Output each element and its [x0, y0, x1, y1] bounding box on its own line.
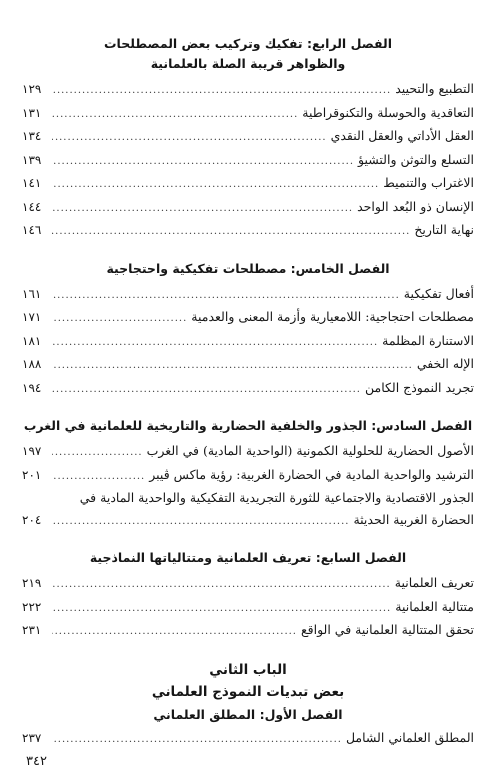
entry-page: ١٣٤: [22, 129, 42, 143]
dot-leader: [52, 442, 143, 464]
dot-leader: [52, 127, 327, 149]
entry-title: نهاية التاريخ: [414, 222, 474, 237]
part-subtitle: بعض تبديات النموذج العلماني: [151, 683, 345, 700]
toc-entry[interactable]: [22, 219, 474, 243]
chapter-5: [22, 259, 474, 401]
toc-entry[interactable]: [22, 596, 474, 620]
entry-title: تعريف العلمانية: [394, 575, 474, 590]
entry-title: المطلق العلماني الشامل: [345, 729, 474, 745]
chapter-heading: [22, 34, 474, 74]
toc-entry[interactable]: [22, 487, 474, 532]
entry-page: ٢٠١: [22, 467, 42, 482]
entry-page: ٢٠٤: [22, 512, 42, 527]
toc-entry[interactable]: [22, 125, 474, 149]
entry-page: ٢٢٢: [22, 599, 42, 614]
dot-leader: [52, 174, 379, 196]
dot-leader: [52, 285, 400, 307]
toc-entry[interactable]: [22, 727, 474, 751]
dot-leader: [52, 151, 354, 173]
entry-title-line-2-row: [22, 509, 474, 533]
entry-title: متتالية العلمانية: [395, 598, 474, 614]
dot-leader: [52, 104, 298, 126]
toc-entry[interactable]: [22, 102, 474, 126]
entry-title: الاستنارة المظلمة: [382, 332, 474, 348]
page-number: ٣٤٢: [26, 754, 47, 769]
entry-page: ١٧١: [22, 310, 42, 324]
toc-entry[interactable]: [22, 572, 474, 596]
dot-leader: [52, 332, 378, 354]
chapter-title: الفصل السابع: تعريف العلمانية ومتتالياتها النماذجية: [89, 550, 407, 565]
dot-leader: [52, 598, 391, 620]
entry-page: ١٨١: [22, 333, 42, 348]
toc-entry[interactable]: [22, 283, 474, 307]
toc-entry[interactable]: [22, 196, 474, 220]
dot-leader: [52, 466, 145, 488]
entry-page: ١٨٨: [22, 357, 42, 371]
entry-page: ١٩٤: [22, 380, 42, 395]
dot-leader: [52, 729, 342, 751]
entry-title: التعاقدية والحوسلة والتكنوقراطية: [302, 104, 474, 120]
chapter-heading: [22, 259, 474, 279]
entry-title: تجريد النموذج الكامن: [364, 379, 474, 395]
toc-entry[interactable]: [22, 440, 474, 464]
chapter-7: [22, 548, 474, 643]
entry-title: التطبيع والتحييد: [395, 81, 474, 96]
dot-leader: [52, 511, 349, 533]
part-chapter-title: الفصل الأول: المطلق العلماني: [153, 706, 343, 722]
dot-leader: [52, 80, 391, 102]
dot-leader: [52, 621, 297, 643]
entry-page: ١٣٩: [22, 152, 42, 167]
toc-entry[interactable]: [22, 306, 474, 330]
entry-title-line-1: الجذور الاقتصادية والاجتماعية للثورة التجريدية التفكيكية والواحدية المادية في: [79, 490, 474, 505]
entry-title-line-2: الحضارة الغربية الحديثة: [353, 511, 474, 527]
entry-title: الترشيد والواحدية المادية في الحضارة الغربية: رؤية ماكس ڤيبر: [149, 466, 474, 482]
chapter-subtitle: والظواهر قريبة الصلة بالعلمانية: [150, 56, 346, 71]
chapter-heading: [22, 416, 474, 436]
dot-leader: [52, 198, 353, 220]
part-heading: [22, 659, 474, 727]
toc-entry[interactable]: [22, 464, 474, 488]
entry-page: ١٩٧: [22, 444, 42, 458]
toc-entry[interactable]: [22, 377, 474, 401]
part-title: الباب الثاني: [209, 661, 287, 678]
entry-title: أفعال تفكيكية: [403, 285, 474, 301]
toc-entry[interactable]: [22, 149, 474, 173]
entry-title: تحقق المتتالية العلمانية في الواقع: [300, 622, 474, 637]
entry-page: ١٤٤: [22, 199, 42, 214]
chapter-title: الفصل السادس: الجذور والخلفية الحضارية والتاريخية للعلمانية في الغرب: [23, 418, 473, 433]
toc-entry[interactable]: [22, 330, 474, 354]
entry-page: ١٤٦: [22, 223, 42, 237]
toc-entry[interactable]: [22, 619, 474, 643]
entry-page: ١٤١: [22, 176, 42, 190]
chapter-title: الفصل الرابع: تفكيك وتركيب بعض المصطلحات: [103, 36, 393, 51]
entry-page: ٢١٩: [22, 576, 42, 590]
entry-page: ٢٣١: [22, 623, 42, 637]
dot-leader: [52, 379, 361, 401]
entry-title: مصطلحات احتجاجية: اللامعيارية وأزمة المعنى والعدمية: [191, 309, 474, 324]
dot-leader: [52, 221, 410, 243]
toc-entry[interactable]: [22, 353, 474, 377]
toc-entry[interactable]: [22, 78, 474, 102]
toc-entry[interactable]: [22, 172, 474, 196]
entry-page: ٢٣٧: [22, 730, 42, 745]
entry-title: الأصول الحضارية للحلولية الكمونية (الواحدية المادية) في الغرب: [146, 443, 474, 458]
entry-title: العقل الأداتي والعقل النقدي: [330, 128, 474, 143]
entry-page: ١٣١: [22, 105, 42, 120]
entry-title: الاغتراب والتنميط: [383, 175, 474, 190]
entry-title: الإنسان ذو البُعد الواحد: [357, 198, 474, 214]
chapter-title: الفصل الخامس: مصطلحات تفكيكية واحتجاجية: [106, 260, 390, 276]
entry-title: التسلع والتوثن والتشيؤ: [358, 151, 474, 167]
entry-page: ١٢٩: [22, 82, 42, 96]
chapter-heading: [22, 548, 474, 568]
chapter-4: [22, 34, 474, 243]
dot-leader: [52, 355, 413, 377]
entry-page: ١٦١: [22, 286, 42, 301]
entry-title: الإله الخفي: [416, 356, 474, 371]
chapter-6: [22, 416, 474, 532]
dot-leader: [52, 574, 391, 596]
dot-leader: [52, 308, 187, 330]
